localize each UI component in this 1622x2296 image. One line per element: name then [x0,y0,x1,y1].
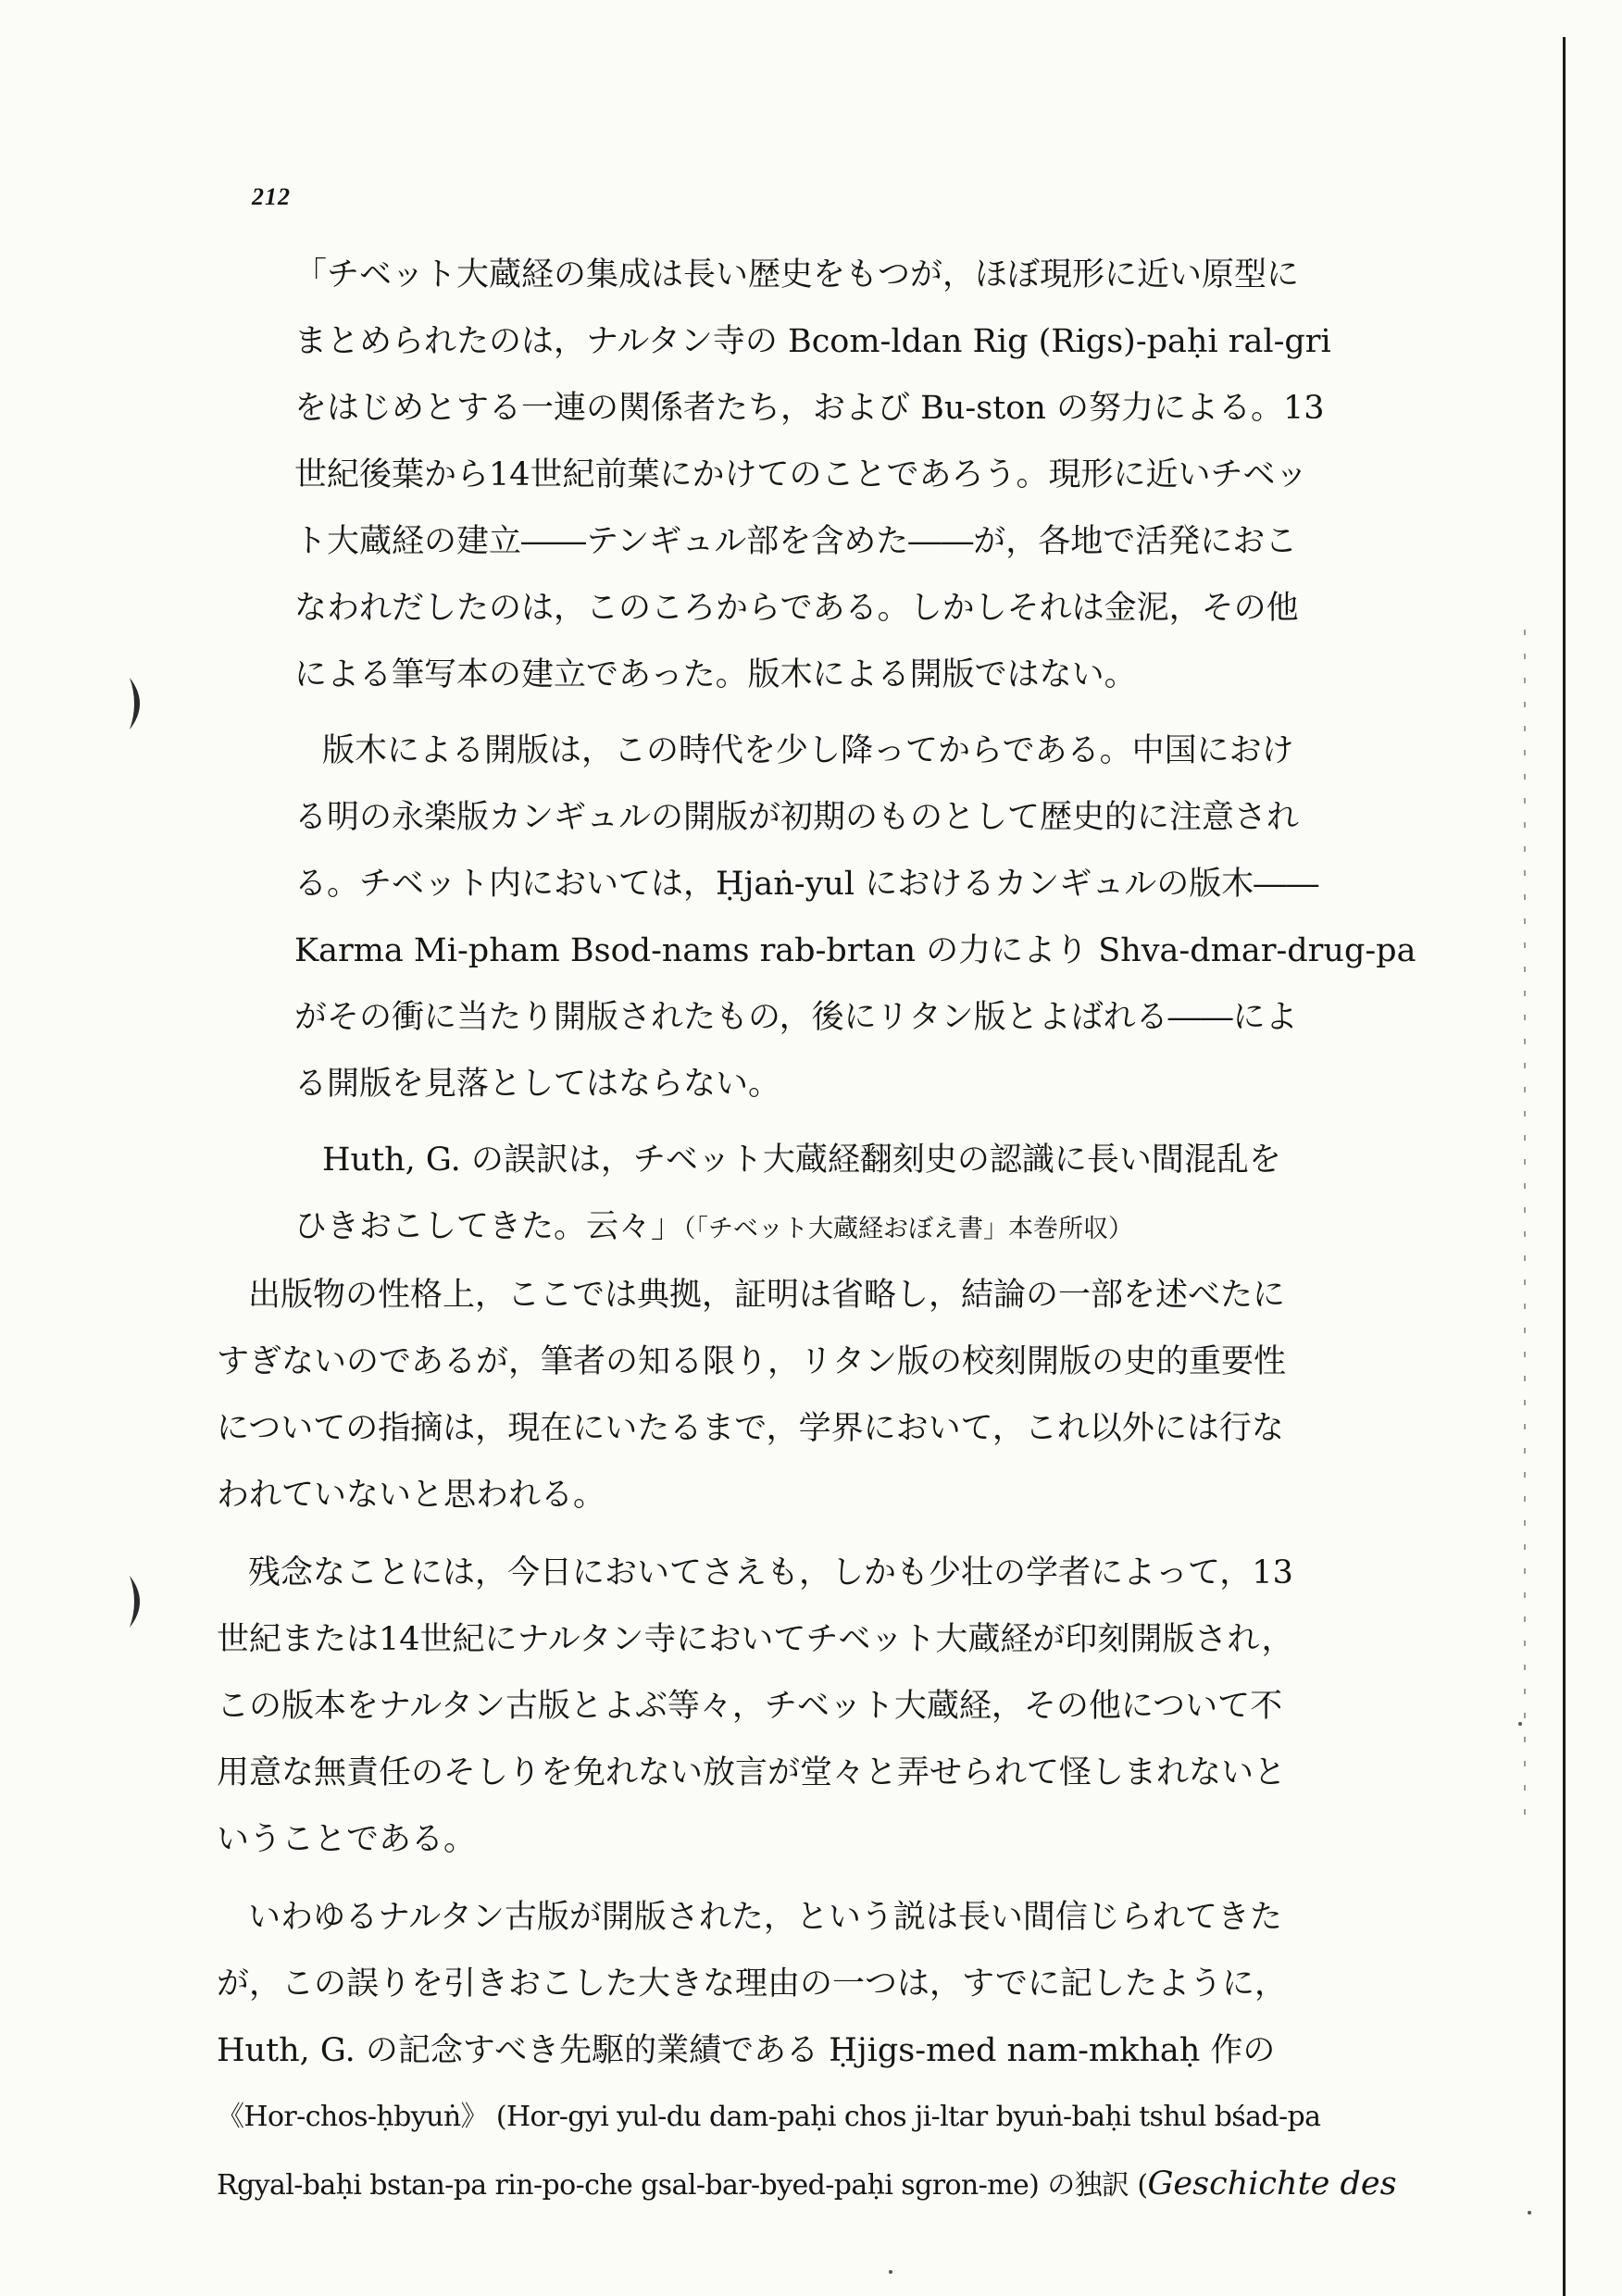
text-line: まとめられたのは，ナルタン寺の Bcom-ldan Rig (Rigs)-paḥi ral-gri [294,323,1331,360]
text-line [217,2161,1397,2209]
text-line: 世紀後葉から14世紀前葉にかけてのことであろう。現形に近いチベッ [294,456,1308,493]
text-line: なわれだしたのは，このころからである。しかしそれは金泥，その他 [294,590,1299,627]
text-line: がその衝に当たり開版されたもの，後にリタン版とよばれる――によ [294,999,1298,1036]
text-line: をはじめとする一連の関係者たち，および Bu-ston の努力による。13 [294,390,1325,427]
text-line: る。チベット内においては，Ḥjaṅ-yul におけるカンギュルの版木―― [294,866,1319,903]
text-line: ト大蔵経の建立――テンギュル部を含めた――が，各地で活発におこ [294,523,1298,560]
margin-bracket-mark [126,1574,150,1629]
text-line: る明の永楽版カンギュルの開版が初期のものとして歴史的に注意され [294,799,1300,836]
text-line: いうことである。 [217,1821,477,1858]
binding-edge-line [1563,37,1566,2296]
text-line: Huth, G. の記念すべき先駆的業績である Ḥjigs-med nam-mkhaḥ 作の [217,2032,1276,2069]
speck [889,2270,892,2274]
text-line: 世紀または14世紀にナルタン寺においてチベット大蔵経が印刻開版され， [217,1621,1294,1658]
text-line: についての指摘は，現在にいたるまで，学界において，これ以外には行な [217,1410,1284,1447]
text-line: 《Hor-chos-ḥbyuṅ》 (Hor-gyi yul-du dam-paḥi chos ji-ltar byuṅ-baḥi tshul bśad-pa [217,2101,1321,2133]
text-line: 残念なことには，今日においてさえも，しかも少壮の学者によって，13 [248,1554,1293,1591]
text-line: 版木による開版は，この時代を少し降ってからである。中国におけ [322,732,1294,769]
page-number: 212 [252,183,291,210]
text-line [294,1204,1133,1253]
speck [1518,1722,1522,1726]
text-line: この版本をナルタン古版とよぶ等々，チベット大蔵経，その他について不 [217,1688,1283,1725]
text-line: による筆写本の建立であった。版木による開版ではない。 [294,656,1137,693]
text-line: る開版を見落としてはならない。 [294,1066,781,1103]
text-span: Rgyal-baḥi bstan-pa rin-po-che gsal-bar-byed-paḥi sgron-me) の独訳 ( [217,2169,1148,2202]
faint-margin-line [1524,630,1526,1833]
margin-bracket-mark [126,676,150,731]
italic-title: Geschichte des [1147,2165,1397,2202]
quote-end: ひきおこしてきた。云々」 [294,1208,684,1245]
text-line: われていないと思われる。 [217,1477,606,1514]
text-line: すぎないのであるが，筆者の知る限り，リタン版の校刻開版の史的重要性 [217,1343,1287,1380]
text-line: が，この誤りを引きおこした大きな理由の一つは，すでに記したように， [217,1965,1288,2003]
text-line: 「チベット大蔵経の集成は長い歴史をもつが，ほぼ現形に近い原型に [294,256,1300,293]
text-line: 用意な無責任のそしりを免れない放言が堂々と弄せられて怪しまれないと [217,1754,1287,1791]
text-line: いわゆるナルタン古版が開版された，という説は長い間信じられてきた [248,1899,1282,1936]
text-line: 出版物の性格上，ここでは典拠，証明は省略し，結論の一部を述べたに [248,1277,1286,1314]
text-line: Huth, G. の誤訳は，チベット大蔵経翻刻史の認識に長い間混乱を [322,1142,1281,1179]
citation: （「チベット大蔵経おぼえ書」本巻所収） [683,1215,1134,1243]
text-line: Karma Mi-pham Bsod-nams rab-brtan の力により Shva-dmar-drug-pa [294,932,1416,969]
speck [1528,2211,1531,2215]
